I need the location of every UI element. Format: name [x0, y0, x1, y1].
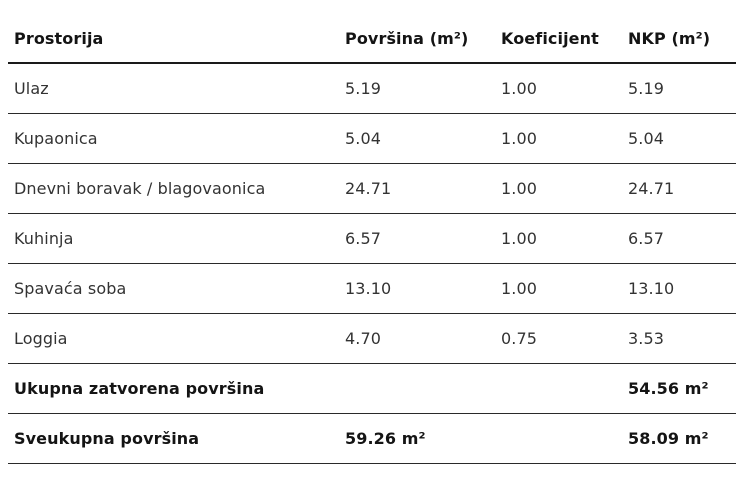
header-povrsina: Površina (m²): [345, 28, 469, 48]
total-nkp: 58.09 m²: [628, 429, 709, 448]
table-row: [8, 264, 736, 314]
room-nkp: 13.10: [628, 279, 675, 298]
room-coefficient: 1.00: [501, 129, 538, 148]
room-nkp: 5.19: [628, 79, 665, 98]
table-row: [8, 64, 736, 114]
room-coefficient: 1.00: [501, 229, 538, 248]
table-row: [8, 314, 736, 364]
room-name: Kupaonica: [14, 129, 98, 148]
room-name: Ulaz: [14, 79, 49, 98]
table-row: [8, 214, 736, 264]
room-name: Dnevni boravak / blagovaonica: [14, 179, 266, 198]
room-name: Kuhinja: [14, 229, 74, 248]
room-area: 5.19: [345, 79, 382, 98]
room-area: 4.70: [345, 329, 382, 348]
room-name: Loggia: [14, 329, 68, 348]
header-prostorija: Prostorija: [14, 28, 104, 48]
header-koeficijent: Koeficijent: [501, 28, 599, 48]
area-table: [8, 14, 736, 464]
room-nkp: 3.53: [628, 329, 665, 348]
room-coefficient: 1.00: [501, 79, 538, 98]
room-nkp: 24.71: [628, 179, 675, 198]
table-header-row: [8, 14, 736, 64]
table-row: [8, 114, 736, 164]
room-area: 13.10: [345, 279, 392, 298]
total-nkp: 54.56 m²: [628, 379, 709, 398]
room-name: Spavaća soba: [14, 279, 127, 298]
room-coefficient: 1.00: [501, 179, 538, 198]
total-row-enclosed: [8, 364, 736, 414]
room-nkp: 6.57: [628, 229, 665, 248]
header-nkp: NKP (m²): [628, 28, 711, 48]
room-coefficient: 0.75: [501, 329, 538, 348]
total-label: Sveukupna površina: [14, 429, 200, 448]
room-nkp: 5.04: [628, 129, 665, 148]
total-label: Ukupna zatvorena površina: [14, 379, 265, 398]
table-row: [8, 164, 736, 214]
room-coefficient: 1.00: [501, 279, 538, 298]
room-area: 5.04: [345, 129, 382, 148]
total-row-overall: [8, 414, 736, 464]
total-area: 59.26 m²: [345, 429, 426, 448]
room-area: 24.71: [345, 179, 392, 198]
room-area: 6.57: [345, 229, 382, 248]
